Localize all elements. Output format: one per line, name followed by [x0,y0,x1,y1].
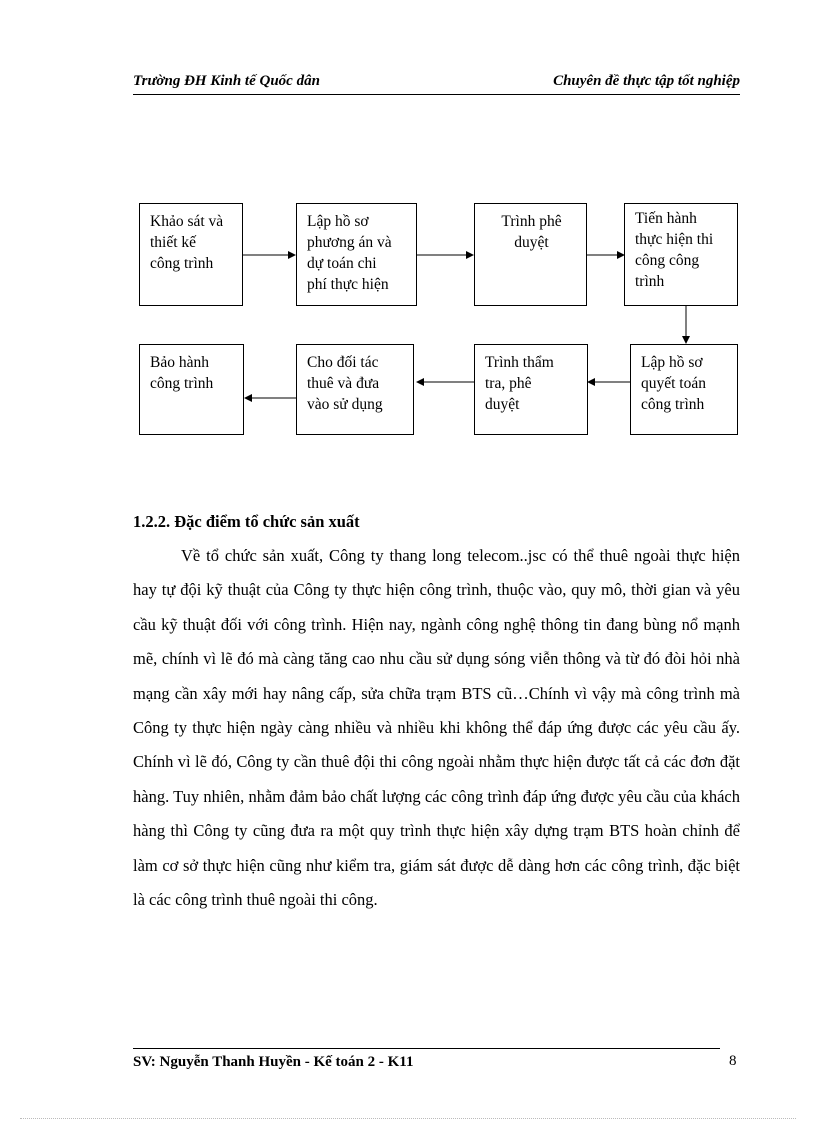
flow-step-label: Lập hồ sơ quyết toán công trình [641,354,706,413]
flow-step-label: Khảo sát và thiết kế công trình [150,213,224,272]
footer-divider [133,1048,720,1049]
page-bottom-border [20,1118,796,1119]
flow-step-label: Trình thẩm tra, phê duyệt [485,354,554,413]
flow-step-review-approval [474,344,588,435]
flow-step-survey-design [139,203,243,306]
header-report-title: Chuyên đề thực tập tốt nghiệp [553,73,740,89]
flow-step-submit-approval [474,203,587,306]
flow-step-label: Tiến hành thực hiện thi công công trình [635,210,714,290]
section-heading: 1.2.2. Đặc điểm tổ chức sản xuất [133,512,360,531]
section-paragraph: Về tổ chức sản xuất, Công ty thang long telecom..jsc có thể thuê ngoài thực hiện hay tự đội kỹ thuật của Công ty thực hiện công trình, thuộc vào, quy mô, thời gian và yêu cầu kỹ thuật đối với công trình. Hiện nay, ngành công nghệ thông tin đang bùng nổ mạnh mẽ, chính vì lẽ đó mà càng tăng cao nhu cầu sử dụng sóng viễn thông và từ đó đòi hỏi nhà mạng cần xây mới hay nâng cấp, sửa chữa trạm BTS cũ…Chính vì vậy mà công trình mà Công ty thực hiện ngày càng nhiều và nhiều khi không thể đáp ứng được các yêu cầu ấy. Chính vì lẽ đó, Công ty cần thuê đội thi công ngoài nhằm thực hiện được tất cả các đơn đặt hàng. Tuy nhiên, nhằm đảm bảo chất lượng các công trình đáp ứng được yêu cầu của khách hàng thì Công ty cũng đưa ra một quy trình thực hiện xây dựng trạm BTS hoàn chỉnh để làm cơ sở thực hiện cũng như kiểm tra, giám sát được dễ dàng hơn các công trình, đặc biệt là các công trình thuê ngoài thi công. [133,546,740,910]
footer-student-info: SV: Nguyễn Thanh Huyền - Kế toán 2 - K11 [133,1054,414,1070]
flow-step-construction [624,203,738,306]
flow-step-prepare-plan [296,203,417,306]
flow-step-lease-operation [296,344,414,435]
flow-step-final-settlement [630,344,738,435]
header-university: Trường ĐH Kinh tế Quốc dân [133,73,320,89]
flow-step-warranty [139,344,244,435]
page-number: 8 [729,1053,737,1069]
flow-step-label: Bảo hành công trình [150,354,214,392]
flow-step-label: Cho đối tác thuê và đưa vào sử dụng [307,354,383,413]
flow-step-label: Trình phê duyệt [501,213,562,251]
flow-step-label: Lập hồ sơ phương án và dự toán chi phí thực hiện [307,213,392,293]
